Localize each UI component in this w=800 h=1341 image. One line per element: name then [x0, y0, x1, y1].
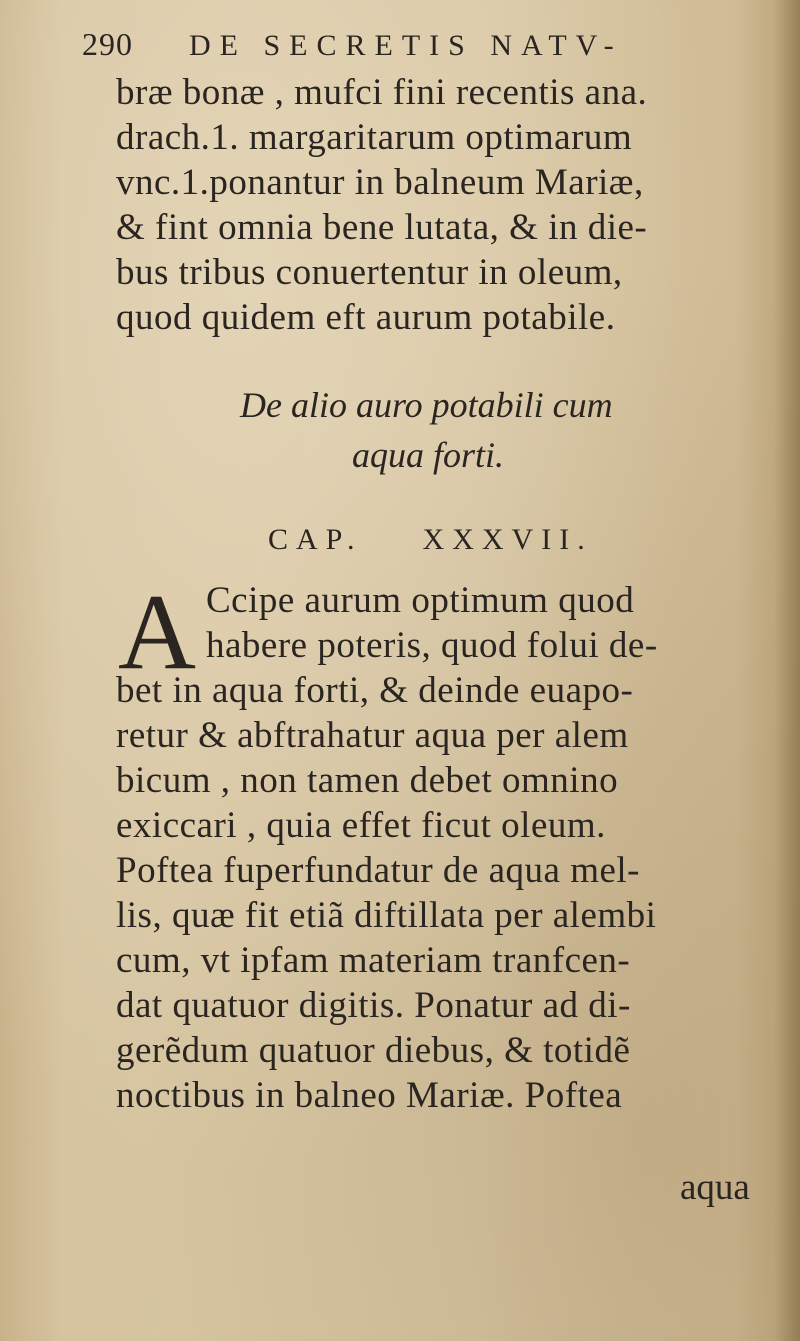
catchword: aqua: [680, 1167, 750, 1208]
text-line: drach.1. margaritarum optimarum: [116, 117, 633, 158]
text-line: bicum , non tamen debet omnino: [116, 760, 619, 801]
chapter-number: XXXVII.: [422, 523, 593, 556]
paragraph-2: [116, 573, 796, 1118]
text-line: bet in aqua forti, & deinde euapo-: [116, 670, 634, 711]
chapter-label: CAP.: [268, 523, 363, 556]
text-line: bræ bonæ , mufci fini recentis ana.: [116, 72, 648, 113]
text-line: & fint omnia bene lutata, & in die-: [116, 207, 648, 248]
text-line: gerẽdum quatuor diebus, & totidẽ: [116, 1030, 631, 1071]
text-line: dat quatuor digitis. Ponatur ad di-: [116, 985, 631, 1026]
text-line: cum, vt ipfam materiam tranfcen-: [116, 940, 631, 981]
text-line: retur & abftrahatur aqua per alem: [116, 715, 629, 756]
text-line: bus tribus conuertentur in oleum,: [116, 252, 623, 293]
paragraph-1: [116, 70, 796, 340]
text-line: habere poteris, quod folui de-: [206, 625, 658, 666]
running-head: [82, 20, 722, 68]
text-line: quod quidem eft aurum potabile.: [116, 297, 616, 338]
text-line: Poftea fuperfundatur de aqua mel-: [116, 850, 641, 891]
text-line: vnc.1.ponantur in balneum Mariæ,: [116, 162, 644, 203]
running-title: DE SECRETIS NATV-: [189, 29, 623, 62]
text-line: exiccari , quia effet ficut oleum.: [116, 805, 606, 846]
text-line: lis, quæ fit etiã diftillata per alembi: [116, 895, 657, 936]
drop-cap: A: [118, 573, 196, 692]
text-line: Ccipe aurum optimum quod: [206, 580, 635, 621]
page-number: 290: [82, 26, 133, 62]
section-heading-line-2: aqua forti.: [352, 435, 505, 475]
text-line: noctibus in balneo Mariæ. Poftea: [116, 1075, 623, 1116]
section-heading-line-1: De alio auro potabili cum: [240, 385, 613, 425]
chapter-heading: [268, 520, 593, 560]
